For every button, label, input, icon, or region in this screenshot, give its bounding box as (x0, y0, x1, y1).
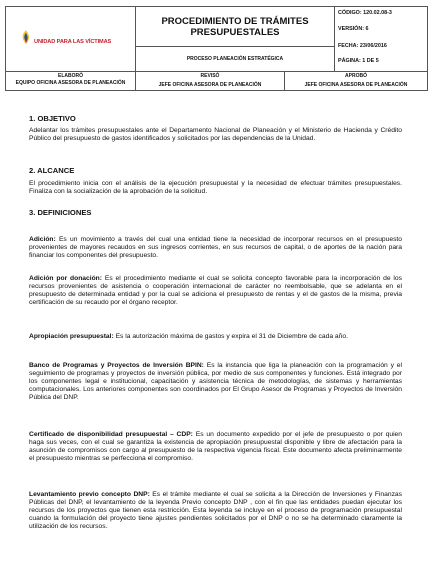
section-heading-definiciones: 3. DEFINICIONES (29, 208, 92, 217)
reviso-label: REVISÓ (200, 73, 220, 79)
process-cell (135, 46, 335, 72)
definition-term: Levantamiento previo concepto DNP: (29, 491, 150, 498)
definition-term: Certificado de disponibilidad presupuestal – CDP: (29, 431, 193, 438)
page-number: PÁGINA: 1 DE 5 (338, 58, 379, 64)
reviso-value: JEFE OFICINA ASESORA DE PLANEACIÓN (158, 82, 262, 88)
definition-term: Adición: (29, 236, 56, 243)
aprobo-label: APROBÓ (345, 73, 367, 79)
elaboro-value: EQUIPO OFICINA ASESORA DE PLANEACIÓN (15, 80, 126, 86)
objetivo-text: Adelantar los trámites presupuestales ante el Departamento Nacional de Planeación y el Ministerio de Hacienda y Crédito Público del presupuesto de gastos identificados y solicitados por las dependencias de la Unidad. (29, 127, 402, 143)
definition-term: Apropiación presupuestal: (29, 333, 114, 340)
definition-term: Banco de Programas y Proyectos de Inversión BPIN: (29, 362, 204, 369)
definition-apropiacion (29, 333, 402, 341)
definition-text: Es un movimiento a través del cual una entidad tiene la necesidad de incorporar recursos en el presupuesto provenientes de mayores recaudos en sus ingresos corrientes, en sus recursos de capital, o de aportes de la nación para financiar los componentes del presupuesto. (29, 236, 402, 260)
definition-cdp (29, 431, 402, 463)
reviso-cell (135, 71, 285, 91)
alcance-text: El procedimiento inicia con el análisis de la ejecución presupuestal y la necesidad de efectuar trámites presupuestales. Finaliza con la socialización de la aprobación de la solicitud. (29, 180, 402, 196)
section-heading-alcance: 2. ALCANCE (29, 166, 75, 175)
process-name: PROCESO PLANEACIÓN ESTRATÉGICA (186, 56, 284, 62)
definition-text: Es la instancia que liga la planeación con la programación y el seguimiento de programas y proyectos de inversión pública, por medio de sus componentes y funciones. Está integrado por los componentes legal e institucional, capacitación y asistencia técnica de metodologías, de sistemas y herramientas computacionales. Los anteriores componentes son coordinados por El Grupo Asesor de Programas y Proyectos de Inversión Pública del DNP. (29, 362, 403, 402)
logo-cell (5, 6, 136, 72)
document-title: PROCEDIMIENTO DE TRÁMITES PRESUPUESTALES (161, 16, 309, 38)
definition-term: Adición por donación: (29, 275, 102, 282)
metadata-cell (334, 6, 428, 72)
aprobo-cell (284, 71, 428, 91)
logo-text: UNIDAD PARA LAS VÍCTIMAS (34, 39, 112, 45)
definition-levantamiento (29, 491, 402, 531)
definition-adicion (29, 236, 402, 260)
definition-text: Es un documento expedido por el jefe de presupuesto o por quien haga sus veces, con el cual se garantiza la existencia de apropiación presupuestal disponible y libre de afectación para la asunción de compromisos con cargo al presupuesto de la respectiva vigencia fiscal. Este documento afecta preliminarmente el presupuesto mientras se perfecciona el compromiso. (29, 431, 402, 463)
definition-text: Es el trámite mediante el cual se solicita a la Dirección de Inversiones y Finanzas Públicas del DNP, el levantamiento de la leyenda Previo concepto DNP , con el fin que las entidades puedan ejecutar los recursos de los proyectos que tienen esta restricción. Esta leyenda se incluye en el proceso de programación presupuestal cuando la formulación del proyecto tiene ajustes pendientes solicitados por el DNP o no se ha determinado claramente la utilización de los recursos. (29, 491, 402, 531)
elaboro-label: ELABORÓ (58, 73, 83, 79)
aprobo-value: JEFE OFICINA ASESORA DE PLANEACIÓN (304, 82, 408, 88)
victims-unit-logo-icon (20, 29, 32, 45)
title-cell (135, 6, 335, 47)
document-code: CÓDIGO: 120.02.08-3 (338, 10, 392, 16)
elaboro-cell (5, 71, 136, 91)
document-version: VERSIÓN: 6 (338, 26, 369, 32)
definition-bpin (29, 362, 402, 402)
definition-text: Es la autorización máxima de gastos y expira el 31 de Diciembre de cada año. (113, 333, 348, 340)
definition-text: Es el procedimiento mediante el cual se solicita concepto favorable para la incorporación de los recursos provenientes de asistencia o cooperación internacional de carácter no reembolsable, que se adelanta en el presupuesto de determinada entidad y por la cual se adiciona el presupuesto de rentas y el de gastos de la misma, previa certificación de su recaudo por el órgano receptor. (29, 275, 402, 307)
definition-adicion-donacion (29, 275, 402, 307)
document-date: FECHA: 23/06/2016 (338, 43, 387, 49)
section-heading-objetivo: 1. OBJETIVO (29, 114, 76, 123)
document-header (5, 6, 428, 88)
